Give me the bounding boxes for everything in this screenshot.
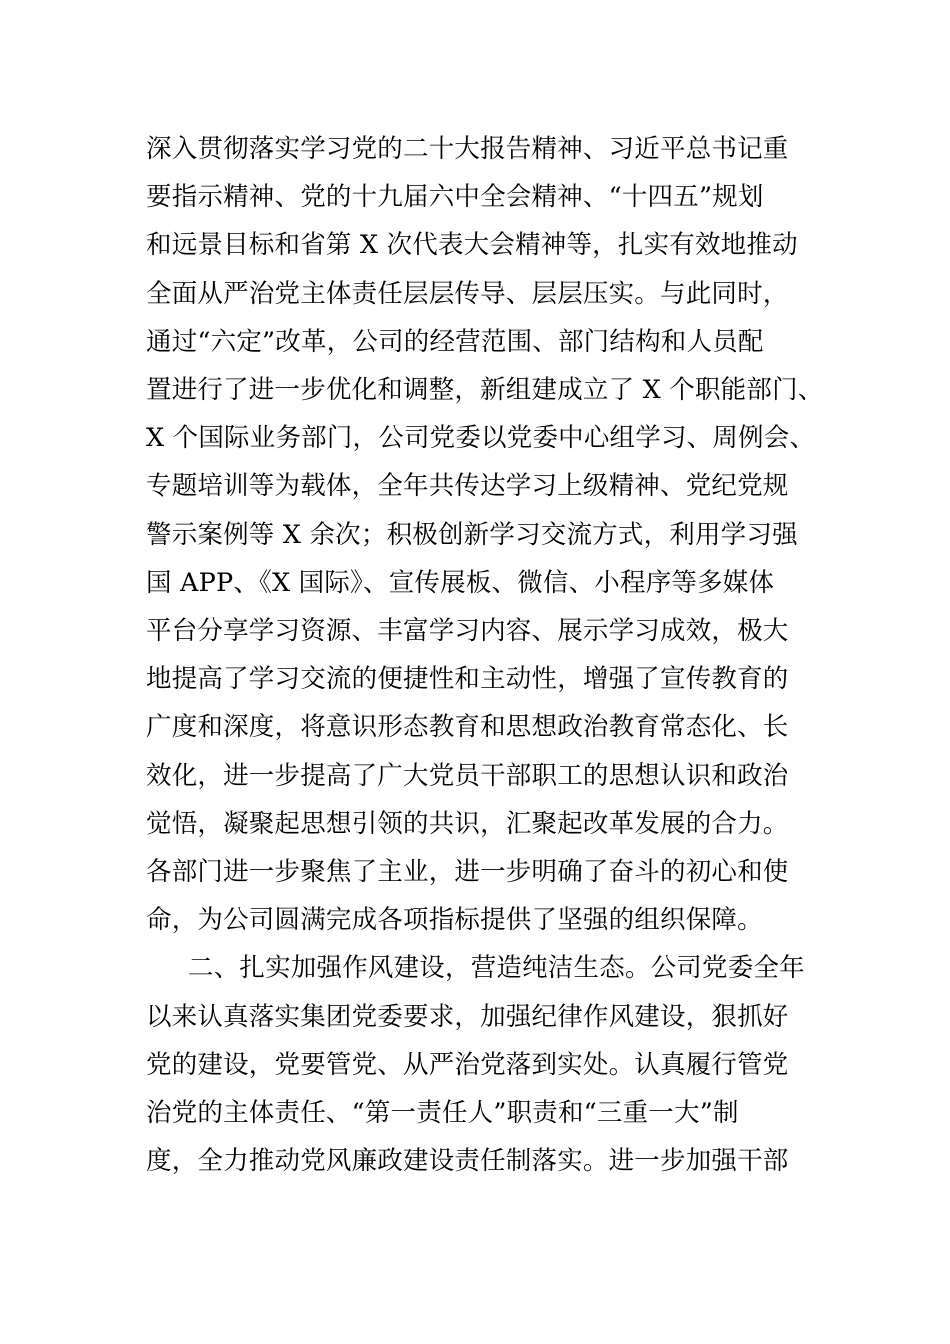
text-line: 警示案例等 X 余次；积极创新学习交流方式，利用学习强 xyxy=(146,519,798,550)
text-line: 要指示精神、党的十九届六中全会精神、“十四五”规划 xyxy=(146,182,764,213)
text-line: 置进行了进一步优化和调整，新组建成立了 X 个职能部门、 xyxy=(146,375,824,405)
text-line: 党的建设，党要管党、从严治党落到实处。认真履行管党 xyxy=(146,1049,789,1080)
text-line: 专题培训等为载体，全年共传达学习上级精神、党纪党规 xyxy=(146,471,789,502)
text-line: 国 APP、《X 国际》、宣传展板、微信、小程序等多媒体 xyxy=(146,567,775,598)
text-line: 觉悟，凝聚起思想引领的共识，汇聚起改革发展的合力。 xyxy=(146,808,789,839)
text-line: 通过“六定”改革，公司的经营范围、部门结构和人员配 xyxy=(146,326,764,357)
text-line: 各部门进一步聚焦了主业，进一步明确了奋斗的初心和使 xyxy=(146,857,789,887)
text-line: 地提高了学习交流的便捷性和主动性，增强了宣传教育的 xyxy=(146,664,789,695)
text-line: X 个国际业务部门，公司党委以党委中心组学习、周例会、 xyxy=(146,423,816,454)
section-heading-line: 二、扎实加强作风建设，营造纯洁生态。公司党委全年 xyxy=(188,953,805,984)
text-line: 和远景目标和省第 X 次代表大会精神等，扎实有效地推动 xyxy=(146,230,798,261)
text-line: 命，为公司圆满完成各项指标提供了坚强的组织保障。 xyxy=(146,905,763,936)
text-line: 深入贯彻落实学习党的二十大报告精神、习近平总书记重 xyxy=(146,134,789,164)
text-line: 度，全力推动党风廉政建设责任制落实。进一步加强干部 xyxy=(146,1146,789,1177)
text-line: 治党的主体责任、“第一责任人”职责和“三重一大”制 xyxy=(146,1098,739,1128)
text-line: 以来认真落实集团党委要求，加强纪律作风建设，狠抓好 xyxy=(146,1001,789,1032)
text-line: 广度和深度，将意识形态教育和思想政治教育常态化、长 xyxy=(146,712,789,743)
text-line: 全面从严治党主体责任层层传导、层层压实。与此同时， xyxy=(146,278,789,309)
text-line: 平台分享学习资源、丰富学习内容、展示学习成效，极大 xyxy=(146,616,789,646)
text-line: 效化，进一步提高了广大党员干部职工的思想认识和政治 xyxy=(146,760,789,791)
